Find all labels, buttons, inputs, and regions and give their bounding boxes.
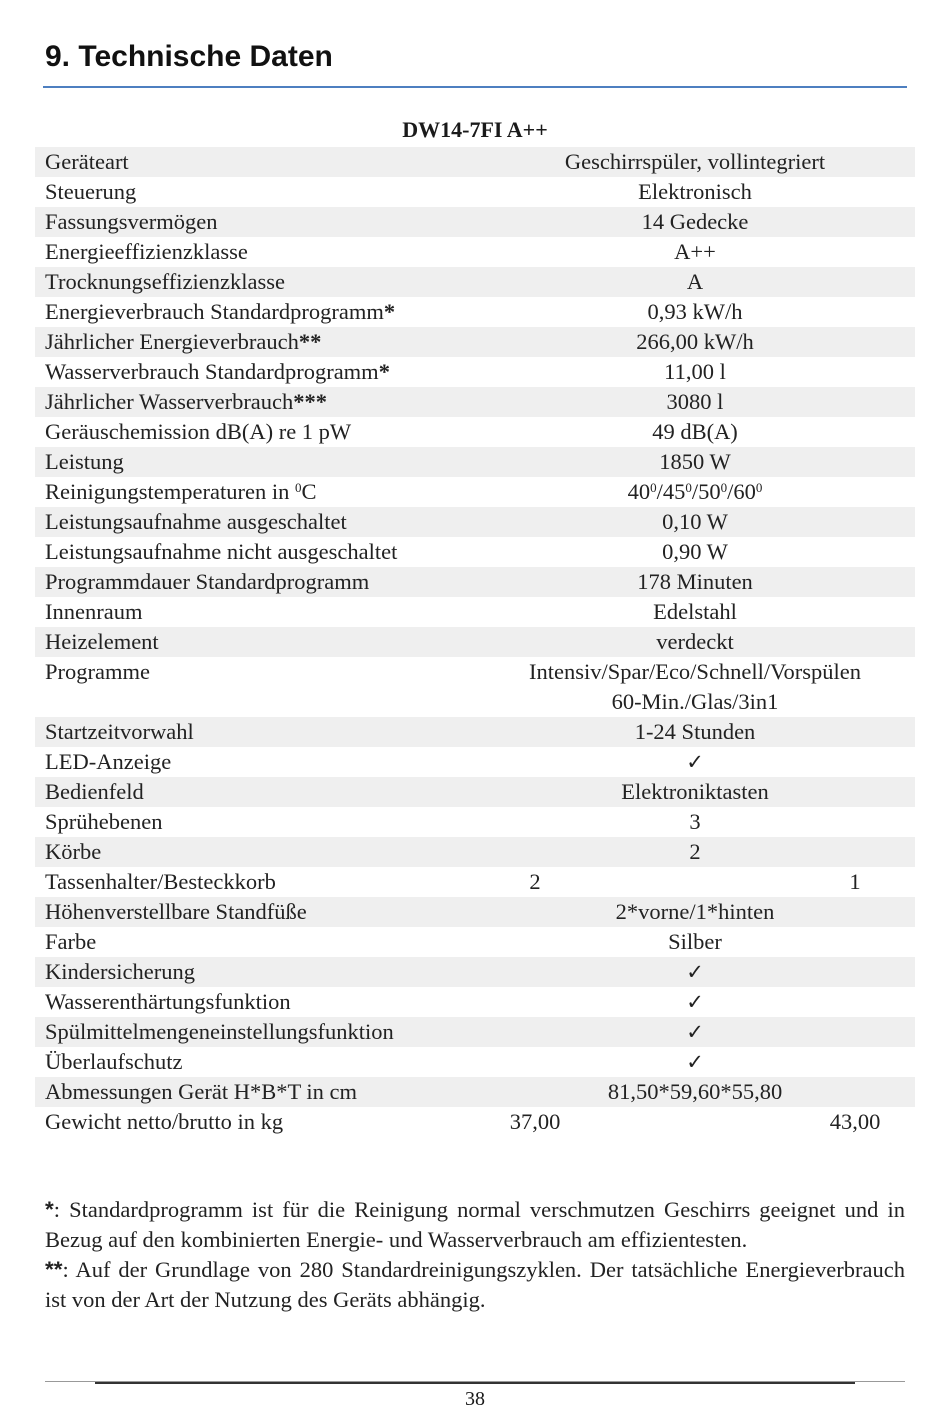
spec-value: 81,50*59,60*55,80 — [607, 1079, 783, 1104]
spec-value: verdeckt — [656, 629, 734, 654]
spec-label-cell — [35, 777, 475, 807]
spec-label-cell — [35, 897, 475, 927]
spec-value-cell — [475, 327, 915, 357]
spec-value: 1-24 Stunden — [634, 719, 756, 744]
spec-value-second: 1 — [849, 869, 861, 894]
footnotes — [45, 1195, 905, 1315]
footnote — [45, 1255, 905, 1315]
spec-label-cell — [35, 987, 475, 1017]
spec-label: Farbe — [45, 929, 97, 954]
spec-value: 3 — [689, 809, 701, 834]
footnote-marker: ** — [298, 329, 322, 354]
section-title: 9. Technische Daten — [45, 40, 333, 73]
spec-label: Steuerung — [45, 179, 137, 204]
footer-rule-dark — [95, 1382, 855, 1384]
temperature-value: /45 — [656, 479, 686, 504]
spec-value: Edelstahl — [653, 599, 737, 624]
table-row — [35, 1017, 915, 1047]
spec-label-cell — [35, 657, 475, 717]
spec-label: Programmdauer Standardprogramm — [45, 569, 370, 594]
spec-label-cell — [35, 537, 475, 567]
table-row — [35, 267, 915, 297]
footnote — [45, 1195, 905, 1255]
footnote-mark: ** — [45, 1257, 63, 1282]
spec-label-cell — [35, 297, 475, 327]
spec-value-cell — [475, 357, 915, 387]
degree-superscript: 0 — [720, 480, 728, 495]
spec-label-cell — [35, 447, 475, 477]
spec-label: Jährlicher Energieverbrauch — [45, 329, 299, 354]
spec-value: 3080 l — [666, 389, 724, 414]
spec-value-cell — [475, 477, 915, 507]
table-row — [35, 507, 915, 537]
table-row — [35, 657, 915, 717]
spec-value: 0,93 kW/h — [647, 299, 743, 324]
footnote-marker: * — [383, 299, 396, 324]
spec-label: Sprühebenen — [45, 809, 163, 834]
spec-label-cell — [35, 417, 475, 447]
spec-value-cell — [475, 897, 915, 927]
spec-value-cell — [475, 567, 915, 597]
spec-value-cell — [475, 807, 915, 837]
checkmark-icon: ✓ — [686, 1020, 704, 1044]
temperature-value: /60 — [727, 479, 756, 504]
spec-value-cell — [475, 417, 915, 447]
spec-value: 2*vorne/1*hinten — [615, 899, 775, 924]
spec-label: Geräteart — [45, 149, 129, 174]
spec-label: Geräuschemission dB(A) re 1 pW — [45, 419, 352, 444]
spec-value-cell — [475, 537, 915, 567]
spec-label: Gewicht netto/brutto in kg — [45, 1109, 284, 1134]
spec-value-cell — [475, 447, 915, 477]
table-row — [35, 1077, 915, 1107]
spec-value-cell — [475, 1017, 915, 1047]
table-row — [35, 237, 915, 267]
footnote-text: : Auf der Grundlage von 280 Standardreinigungszyklen. Der tatsächliche Energieverbrauch ist von der Art der Nutzung des Geräts abhängig. — [45, 1257, 905, 1312]
table-row — [35, 207, 915, 237]
table-row — [35, 777, 915, 807]
table-row — [35, 807, 915, 837]
degree-superscript: 0 — [685, 480, 692, 495]
spec-label: Überlaufschutz — [45, 1049, 183, 1074]
table-row — [35, 477, 915, 507]
spec-label: Programme — [45, 659, 150, 684]
degree-superscript: 0 — [650, 480, 657, 495]
table-row — [35, 987, 915, 1017]
spec-label-cell — [35, 207, 475, 237]
temperature-value: /50 — [691, 479, 721, 504]
spec-value-cell — [475, 297, 915, 327]
spec-label-cell — [35, 1047, 475, 1077]
checkmark-icon: ✓ — [686, 1050, 704, 1074]
spec-label: Wasserenthärtungsfunktion — [45, 989, 291, 1014]
spec-label: Tassenhalter/Besteckkorb — [45, 869, 276, 894]
spec-label: Reinigungstemperaturen in — [45, 479, 295, 504]
spec-value-cell — [475, 837, 915, 867]
model-name: DW14-7FI A++ — [402, 117, 548, 142]
table-row — [35, 387, 915, 417]
spec-label-cell — [35, 627, 475, 657]
spec-value: 49 dB(A) — [652, 419, 738, 444]
spec-value-first: 37,00 — [509, 1109, 561, 1134]
spec-value-cell — [475, 1047, 915, 1077]
spec-value: 2 — [689, 839, 701, 864]
footnote-marker: * — [378, 359, 390, 384]
table-row — [35, 417, 915, 447]
split-values — [475, 867, 915, 897]
spec-label-cell — [35, 567, 475, 597]
spec-label-cell — [35, 147, 475, 177]
spec-value: A++ — [674, 239, 716, 264]
footnote-mark: * — [45, 1197, 54, 1222]
table-row — [35, 747, 915, 777]
spec-value-cell — [475, 237, 915, 267]
spec-label-cell — [35, 867, 475, 897]
spec-value-cell — [475, 927, 915, 957]
spec-label: LED-Anzeige — [45, 749, 172, 774]
spec-label: Energieeffizienzklasse — [45, 239, 248, 264]
spec-value-cell — [475, 747, 915, 777]
spec-value: Geschirrspüler, vollintegriert — [564, 149, 826, 174]
footnote-marker: *** — [293, 389, 328, 414]
degree-superscript: 0 — [294, 480, 302, 495]
spec-label: Bedienfeld — [45, 779, 144, 804]
specs-table — [35, 147, 915, 1137]
spec-label-cell — [35, 177, 475, 207]
spec-label: Abmessungen Gerät H*B*T in cm — [45, 1079, 358, 1104]
spec-value: 178 Minuten — [637, 569, 753, 594]
spec-label-cell — [35, 957, 475, 987]
spec-label: Wasserverbrauch Standardprogramm — [45, 359, 379, 384]
spec-label: Kindersicherung — [45, 959, 195, 984]
spec-value: 0,90 W — [662, 539, 728, 564]
table-row — [35, 867, 915, 897]
table-row — [35, 567, 915, 597]
checkmark-icon: ✓ — [686, 750, 704, 774]
spec-value: 266,00 kW/h — [636, 329, 754, 354]
table-row — [35, 357, 915, 387]
spec-value-cell — [475, 627, 915, 657]
spec-value-second: 43,00 — [829, 1109, 881, 1134]
spec-value-cell — [475, 1077, 915, 1107]
spec-label-cell — [35, 507, 475, 537]
spec-value-cell — [475, 267, 915, 297]
table-row — [35, 627, 915, 657]
spec-value: 1850 W — [659, 449, 731, 474]
spec-value-cell — [475, 207, 915, 237]
spec-value-cell — [475, 867, 915, 897]
split-values — [475, 1107, 915, 1137]
spec-label: Körbe — [45, 839, 102, 864]
spec-label-cell — [35, 327, 475, 357]
spec-value: A — [686, 269, 704, 294]
spec-value-cell — [475, 657, 915, 717]
spec-value-cell — [475, 387, 915, 417]
spec-value: 11,00 l — [664, 359, 726, 384]
spec-label-cell — [35, 237, 475, 267]
spec-label: Innenraum — [45, 599, 143, 624]
table-row — [35, 927, 915, 957]
spec-label-cell — [35, 1107, 475, 1137]
spec-value: Elektronisch — [638, 179, 752, 204]
table-row — [35, 297, 915, 327]
degree-superscript: 0 — [755, 480, 763, 495]
table-row — [35, 147, 915, 177]
spec-label-cell — [35, 267, 475, 297]
spec-label: Energieverbrauch Standardprogramm — [45, 299, 384, 324]
spec-label-cell — [35, 807, 475, 837]
spec-value-cell — [475, 507, 915, 537]
table-row — [35, 597, 915, 627]
spec-label: Spülmittelmengeneinstellungsfunktion — [45, 1019, 394, 1044]
table-row — [35, 837, 915, 867]
spec-label: Jährlicher Wasserverbrauch — [45, 389, 294, 414]
spec-value-cell — [475, 597, 915, 627]
table-row — [35, 447, 915, 477]
spec-value-line: 60-Min./Glas/3in1 — [611, 689, 779, 714]
spec-label-cell — [35, 927, 475, 957]
table-row — [35, 177, 915, 207]
table-row — [35, 957, 915, 987]
spec-label: Leistungsaufnahme ausgeschaltet — [45, 509, 347, 534]
spec-value-cell — [475, 957, 915, 987]
temperature-value: 40 — [627, 479, 651, 504]
spec-label-cell — [35, 1017, 475, 1047]
spec-label-cell — [35, 837, 475, 867]
spec-label: Startzeitvorwahl — [45, 719, 194, 744]
spec-value: 0,10 W — [662, 509, 728, 534]
spec-label-cell — [35, 1077, 475, 1107]
spec-value-cell — [475, 177, 915, 207]
table-row — [35, 537, 915, 567]
spec-value-cell — [475, 987, 915, 1017]
spec-label: Fassungsvermögen — [45, 209, 218, 234]
spec-label-cell — [35, 597, 475, 627]
spec-value-line: Intensiv/Spar/Eco/Schnell/Vorspülen — [528, 659, 862, 684]
footnote-text: : Standardprogramm ist für die Reinigung normal verschmutzen Geschirrs geeignet und in Bezug auf den kombinierten Energie- und Wasserverbrauch am effizientesten. — [45, 1197, 905, 1252]
spec-label-suffix: C — [301, 479, 317, 504]
spec-value-cell — [475, 777, 915, 807]
spec-label: Höhenverstellbare Standfüße — [45, 899, 307, 924]
spec-label: Trocknungseffizienzklasse — [45, 269, 285, 294]
spec-value-cell — [475, 147, 915, 177]
spec-value: Elektroniktasten — [621, 779, 769, 804]
table-row — [35, 1107, 915, 1137]
table-row — [35, 327, 915, 357]
spec-label-cell — [35, 477, 475, 507]
page-number: 38 — [465, 1388, 485, 1410]
spec-value-first: 2 — [529, 869, 541, 894]
spec-label: Leistung — [45, 449, 124, 474]
table-row — [35, 1047, 915, 1077]
spec-label-cell — [35, 717, 475, 747]
spec-label: Leistungsaufnahme nicht ausgeschaltet — [45, 539, 398, 564]
table-row — [35, 717, 915, 747]
spec-label-cell — [35, 357, 475, 387]
heading-rule — [43, 86, 907, 88]
checkmark-icon: ✓ — [686, 990, 704, 1014]
spec-label: Heizelement — [45, 629, 159, 654]
checkmark-icon: ✓ — [686, 960, 704, 984]
spec-value: Silber — [668, 929, 722, 954]
spec-value-cell — [475, 1107, 915, 1137]
spec-label-cell — [35, 387, 475, 417]
spec-value-cell — [475, 717, 915, 747]
table-row — [35, 897, 915, 927]
spec-label-cell — [35, 747, 475, 777]
spec-value: 14 Gedecke — [641, 209, 749, 234]
